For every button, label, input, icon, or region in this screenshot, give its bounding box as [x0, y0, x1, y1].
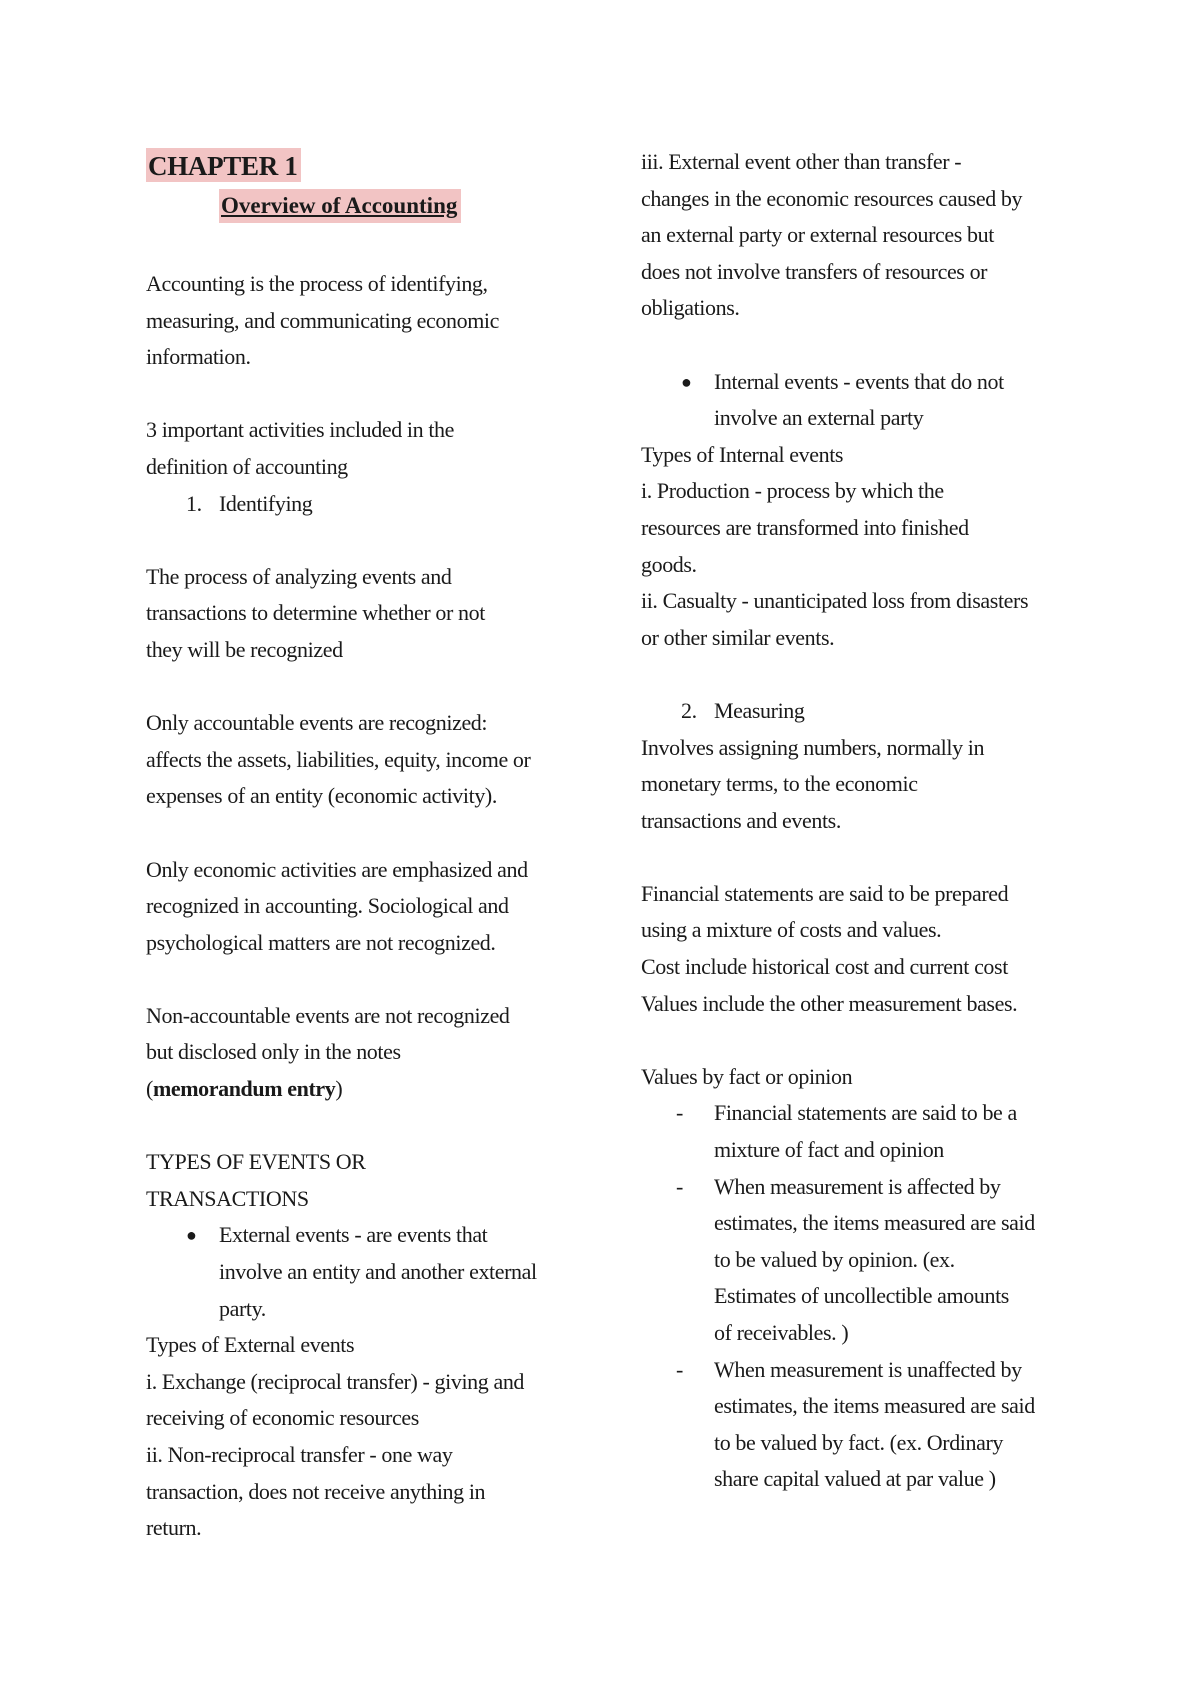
text-line: return. [146, 1515, 202, 1541]
text-line: Estimates of uncollectible amounts [714, 1283, 1009, 1309]
text-line: involve an external party [714, 405, 924, 431]
text-line: measuring, and communicating economic [146, 307, 499, 333]
text-line: iii. External event other than transfer - [641, 149, 962, 174]
item-label: Measuring [714, 697, 805, 723]
text-line: of receivables. ) [714, 1320, 849, 1345]
item-label: Identifying [219, 490, 313, 516]
internal-types-list [641, 437, 1081, 657]
text-line: Cost include historical cost and current cost [641, 954, 1008, 980]
memorandum-entry-term: memorandum entry [152, 1076, 336, 1102]
chapter-subtitle: Overview of Accounting [219, 189, 461, 223]
text-line: affects the assets, liabilities, equity, income or [146, 746, 531, 772]
text-line: ii. Non-reciprocal transfer - one way [146, 1442, 453, 1467]
text-line: TRANSACTIONS [146, 1185, 309, 1211]
text-line: using a mixture of costs and values. [641, 917, 942, 943]
text-line: transactions to determine whether or not [146, 600, 485, 626]
text-line: expenses of an entity (economic activity). [146, 783, 497, 809]
dash-item-fact: - When measurement is unaffected by estimates, the items measured are said to be valued by fact. (ex. Ordinary share capital valued at par value ) [641, 1352, 1081, 1498]
paragraph-identifying-process [146, 559, 576, 669]
numbered-item-measuring [641, 693, 1081, 730]
text-line: to be valued by opinion. (ex. [714, 1246, 955, 1272]
text-line: psychological matters are not recognized. [146, 929, 496, 955]
text-line: Non-accountable events are not recognized [146, 1002, 510, 1028]
text-line: but disclosed only in the notes [146, 1039, 401, 1065]
left-column [146, 266, 576, 1547]
text-line: involve an entity and another external [219, 1259, 537, 1285]
bullet-icon: ● [681, 371, 692, 392]
bullet-external-events: ● External events - are events that involve an entity and another external party. [146, 1217, 576, 1327]
dash-marker: - [676, 1356, 683, 1382]
item-number: 2. [681, 697, 697, 723]
text-line: share capital valued at par value ) [714, 1466, 996, 1492]
paragraph-financial-statements [641, 876, 1081, 1022]
text-line: Accounting is the process of identifying, [146, 271, 488, 296]
paragraph-economic-activities [146, 852, 576, 962]
external-types-list [146, 1327, 576, 1547]
text-line: an external party or external resources but [641, 222, 994, 248]
text-line: monetary terms, to the economic [641, 771, 918, 797]
text-line: changes in the economic resources caused by [641, 185, 1023, 211]
text-line: receiving of economic resources [146, 1405, 419, 1431]
text-line: transaction, does not receive anything in [146, 1478, 486, 1504]
text-line: 3 important activities included in the [146, 417, 455, 443]
text-line: estimates, the items measured are said [714, 1210, 1035, 1236]
text-line: resources are transformed into finished [641, 514, 969, 540]
paragraph-measuring [641, 730, 1081, 840]
bullet-icon: ● [186, 1225, 197, 1246]
text-line: to be valued by fact. (ex. Ordinary [714, 1429, 1003, 1455]
text-line: Involves assigning numbers, normally in [641, 734, 985, 760]
text-line: Types of External events [146, 1332, 355, 1358]
text-line: estimates, the items measured are said [714, 1393, 1035, 1419]
paragraph-activities [146, 412, 576, 522]
text-line: i. Production - process by which the [641, 478, 944, 504]
text-line: Types of Internal events [641, 441, 844, 467]
text-line: ii. Casualty - unanticipated loss from disasters [641, 588, 1029, 614]
dash-marker: - [676, 1100, 683, 1126]
text-line: does not involve transfers of resources or [641, 258, 988, 284]
values-heading: Values by fact or opinion [641, 1063, 853, 1089]
text-line: information. [146, 344, 251, 370]
text-line: Only accountable events are recognized: [146, 710, 488, 736]
chapter-title: CHAPTER 1 [146, 148, 301, 182]
text-line: transactions and events. [641, 807, 841, 833]
dash-item-fact-opinion: - Financial statements are said to be a mixture of fact and opinion [641, 1095, 1081, 1168]
text-line: they will be recognized [146, 636, 343, 662]
text-line: mixture of fact and opinion [714, 1137, 944, 1163]
paragraph-accountable-events [146, 705, 576, 815]
dash-item-opinion: - When measurement is affected by estimates, the items measured are said to be valued by opinion. (ex. Estimates of uncollectible amounts of receivables. ) [641, 1169, 1081, 1352]
text-line: Only economic activities are emphasized and [146, 856, 528, 882]
text-line: Financial statements are said to be prepared [641, 880, 1009, 906]
bullet-internal-events: ● Internal events - events that do not involve an external party [641, 364, 1081, 437]
text-line: or other similar events. [641, 624, 835, 650]
text-line: TYPES OF EVENTS OR [146, 1149, 366, 1175]
dash-marker: - [676, 1173, 683, 1199]
paragraph-definition [146, 266, 576, 376]
paragraph-non-accountable [146, 998, 576, 1108]
memorandum-entry-line: (memorandum entry) [146, 1076, 343, 1102]
right-column [641, 144, 1081, 1498]
text-line: Values include the other measurement bases. [641, 990, 1018, 1016]
text-line: goods. [641, 551, 697, 577]
paragraph-other-external [641, 144, 1081, 327]
numbered-item-identifying [146, 486, 576, 523]
section-heading-types [146, 1144, 576, 1217]
item-number: 1. [186, 490, 202, 516]
text-line: party. [219, 1295, 266, 1321]
text-line: i. Exchange (reciprocal transfer) - giving and [146, 1368, 525, 1394]
text-line: The process of analyzing events and [146, 563, 452, 589]
text-line: recognized in accounting. Sociological and [146, 893, 509, 919]
text-line: definition of accounting [146, 453, 348, 479]
text-line: obligations. [641, 295, 740, 321]
